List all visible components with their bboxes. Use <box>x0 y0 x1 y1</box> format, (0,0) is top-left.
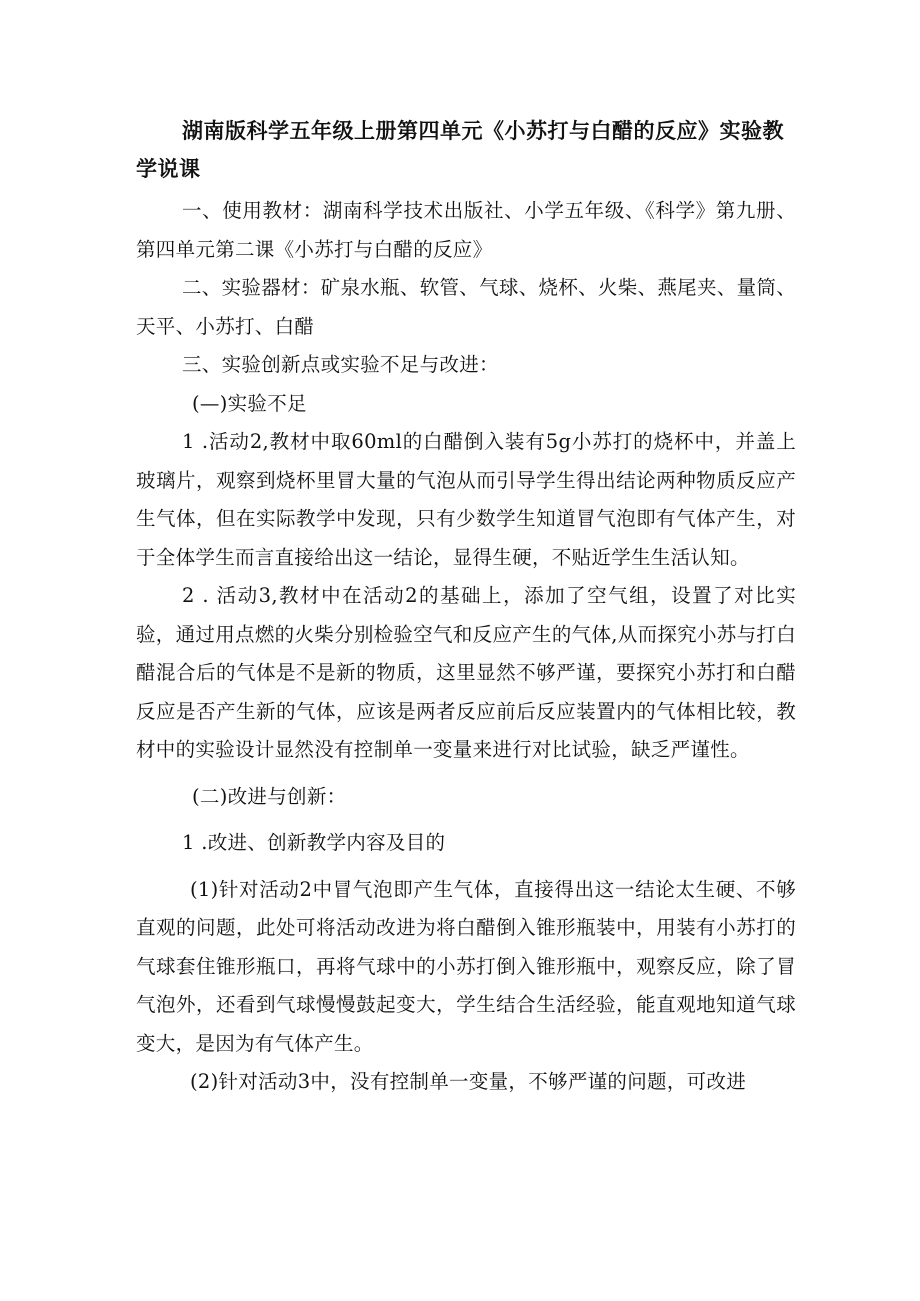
document-page <box>136 112 796 1102</box>
subsection-shortcomings: (—)实验不足 <box>192 391 307 415</box>
shortcoming-item-2: 2 . 活动3,教材中在活动2的基础上，添加了空气组，设置了对比实验，通过用点燃的火柴分别检验空气和反应产生的气体,从而探究小苏与打白醋混合后的气体是不是新的物质，这里显然不够严谨，要探究小苏打和白醋反应是否产生新的气体，应该是两者反应前后反应装置内的气体相比较，教材中的实验设计显然没有控制单一变量来进行对比试验，缺乏严谨性。 <box>136 584 796 761</box>
section-equipment: 二、实验器材：矿泉水瓶、软管、气球、烧杯、火柴、燕尾夹、量筒、天平、小苏打、白醋 <box>136 276 796 338</box>
improvement-item-2: (2)针对活动3中，没有控制单一变量，不够严谨的问题，可改进 <box>190 1070 747 1093</box>
section-textbook: 一、使用教材：湖南科学技术出版社、小学五年级、《科学》第九册、第四单元第二课《小苏打与白醋的反应》 <box>136 199 796 261</box>
subsection-improvement: (二)改进与创新： <box>192 784 347 808</box>
document-title: 湖南版科学五年级上册第四单元《小苏打与白醋的反应》实验教学说课 <box>136 119 784 181</box>
shortcoming-item-1: 1 .活动2,教材中取60ml的白醋倒入装有5g小苏打的烧杯中，并盖上玻璃片，观察到烧杯里冒大量的气泡从而引导学生得出结论两种物质反应产生气体，但在实际教学中发现，只有少数学生知道冒气泡即有气体产生，对于全体学生而言直接给出这一结论，显得生硬，不贴近学生生活认知。 <box>136 430 796 569</box>
improvement-heading: 1 .改进、创新教学内容及目的 <box>182 831 446 854</box>
improvement-item-1: (1)针对活动2中冒气泡即产生气体，直接得出这一结论太生硬、不够直观的问题，此处可将活动改进为将白醋倒入锥形瓶装中，用装有小苏打的气球套住锥形瓶口，再将气球中的小苏打倒入锥形瓶中，观察反应，除了冒气泡外，还看到气球慢慢鼓起变大，学生结合生活经验，能直观地知道气球变大，是因为有气体产生。 <box>136 877 796 1055</box>
section-innovation-heading: 三、实验创新点或实验不足与改进： <box>182 353 499 376</box>
